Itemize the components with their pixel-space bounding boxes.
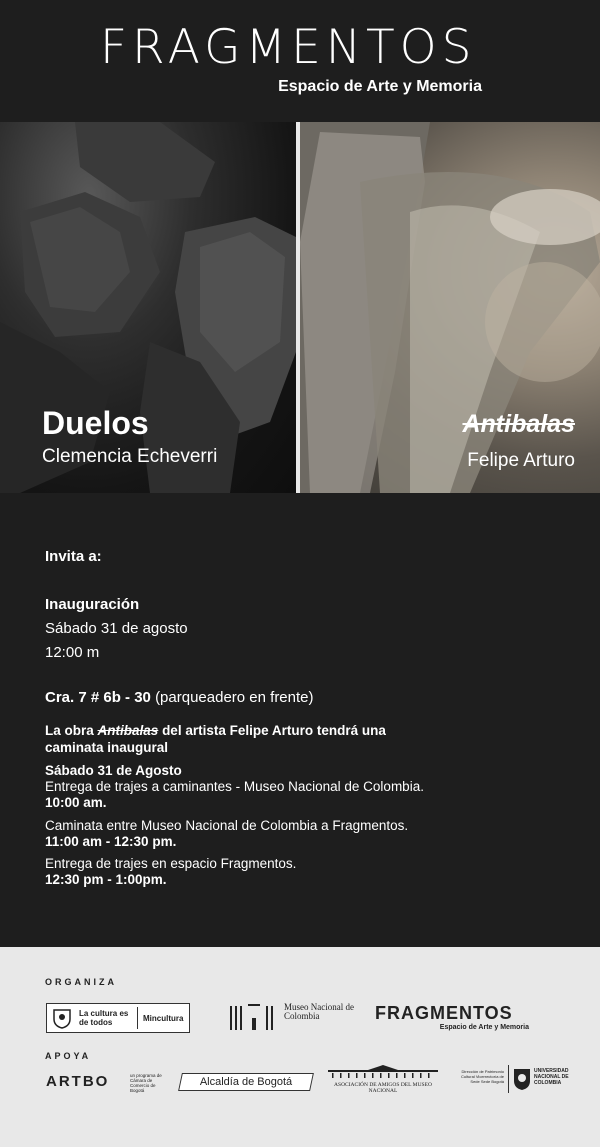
step2-time: 11:00 am - 12:30 pm.: [45, 834, 177, 849]
step3-text: Entrega de trajes en espacio Fragmentos.: [45, 856, 297, 871]
patrimonio-name: Dirección de Patrimonio Cultural Vicerrectoría de Sede Sede Bogotá: [460, 1069, 504, 1084]
brand-logo: FRAGMENTOS: [100, 20, 477, 75]
walk-description-line2: caminata inaugural: [45, 740, 169, 755]
event-time: 12:00 m: [45, 644, 100, 661]
museo-columns-icon: [228, 1002, 278, 1032]
walk-text-post: del artista Felipe Arturo tendrá una: [162, 723, 386, 738]
alcaldia-logo: [178, 1073, 314, 1091]
alcaldia-name: Alcaldía de Bogotá: [199, 1076, 293, 1088]
address-note: (parqueadero en frente): [155, 689, 314, 706]
walk-description: [45, 723, 386, 738]
walk-work-title: Antibalas: [97, 723, 159, 738]
mincultura-logo: [46, 1003, 190, 1033]
mincultura-name: Mincultura: [143, 1014, 184, 1023]
duelos-title: Duelos: [42, 405, 149, 441]
mincultura-slogan: La cultura es de todos: [79, 1009, 129, 1027]
artbo-logo: [46, 1073, 166, 1093]
unal-logo: [452, 1065, 577, 1099]
brand-subtitle: Espacio de Arte y Memoria: [278, 78, 482, 95]
museum-building-icon: [328, 1065, 438, 1079]
fragmentos-footer-name: FRAGMENTOS: [375, 1003, 513, 1023]
antibalas-artist: Felipe Arturo: [467, 450, 575, 471]
asociacion-name: ASOCIACIÓN DE AMIGOS DEL MUSEO NACIONAL: [334, 1082, 432, 1094]
museo-name: Museo Nacional de Colombia: [284, 1002, 354, 1021]
antibalas-title: Antibalas: [462, 410, 575, 438]
colombia-shield-icon: [51, 1007, 73, 1029]
apoya-label: APOYA: [45, 1051, 92, 1061]
invite-intro: Invita a:: [45, 548, 102, 565]
step2-text: Caminata entre Museo Nacional de Colombia a Fragmentos.: [45, 818, 409, 833]
duelos-artist: Clemencia Echeverri: [42, 446, 218, 467]
organiza-label: ORGANIZA: [45, 977, 117, 987]
walk-date: Sábado 31 de Agosto: [45, 763, 182, 778]
walk-text-pre: La obra: [45, 723, 94, 738]
event-date: Sábado 31 de agosto: [45, 620, 188, 637]
step1-time: 10:00 am.: [45, 795, 107, 810]
asociacion-logo: [328, 1065, 438, 1099]
sponsors-footer: [0, 947, 600, 1147]
artbo-name: ARTBO: [46, 1073, 110, 1090]
unal-name: UNIVERSIDAD NACIONAL DE COLOMBIA: [534, 1068, 569, 1086]
hero-images: [0, 122, 600, 493]
step1-text: Entrega de trajes a caminantes - Museo Nacional de Colombia.: [45, 779, 424, 794]
museo-nacional-logo: [228, 1002, 354, 1034]
unal-shield-icon: [512, 1067, 532, 1091]
camara-comercio: un programa de Cámara de Comercio de Bogotá: [130, 1073, 162, 1093]
event-name: Inauguración: [45, 596, 140, 613]
event-address: [45, 689, 314, 706]
address-street: Cra. 7 # 6b - 30: [45, 689, 151, 706]
duelos-image: [0, 122, 296, 493]
fragmentos-footer-logo: [375, 1003, 535, 1031]
fragmentos-footer-sub: Espacio de Arte y Memoria: [439, 1024, 529, 1031]
step3-time: 12:30 pm - 1:00pm.: [45, 872, 167, 887]
header: [0, 0, 600, 122]
antibalas-image: [300, 122, 600, 493]
